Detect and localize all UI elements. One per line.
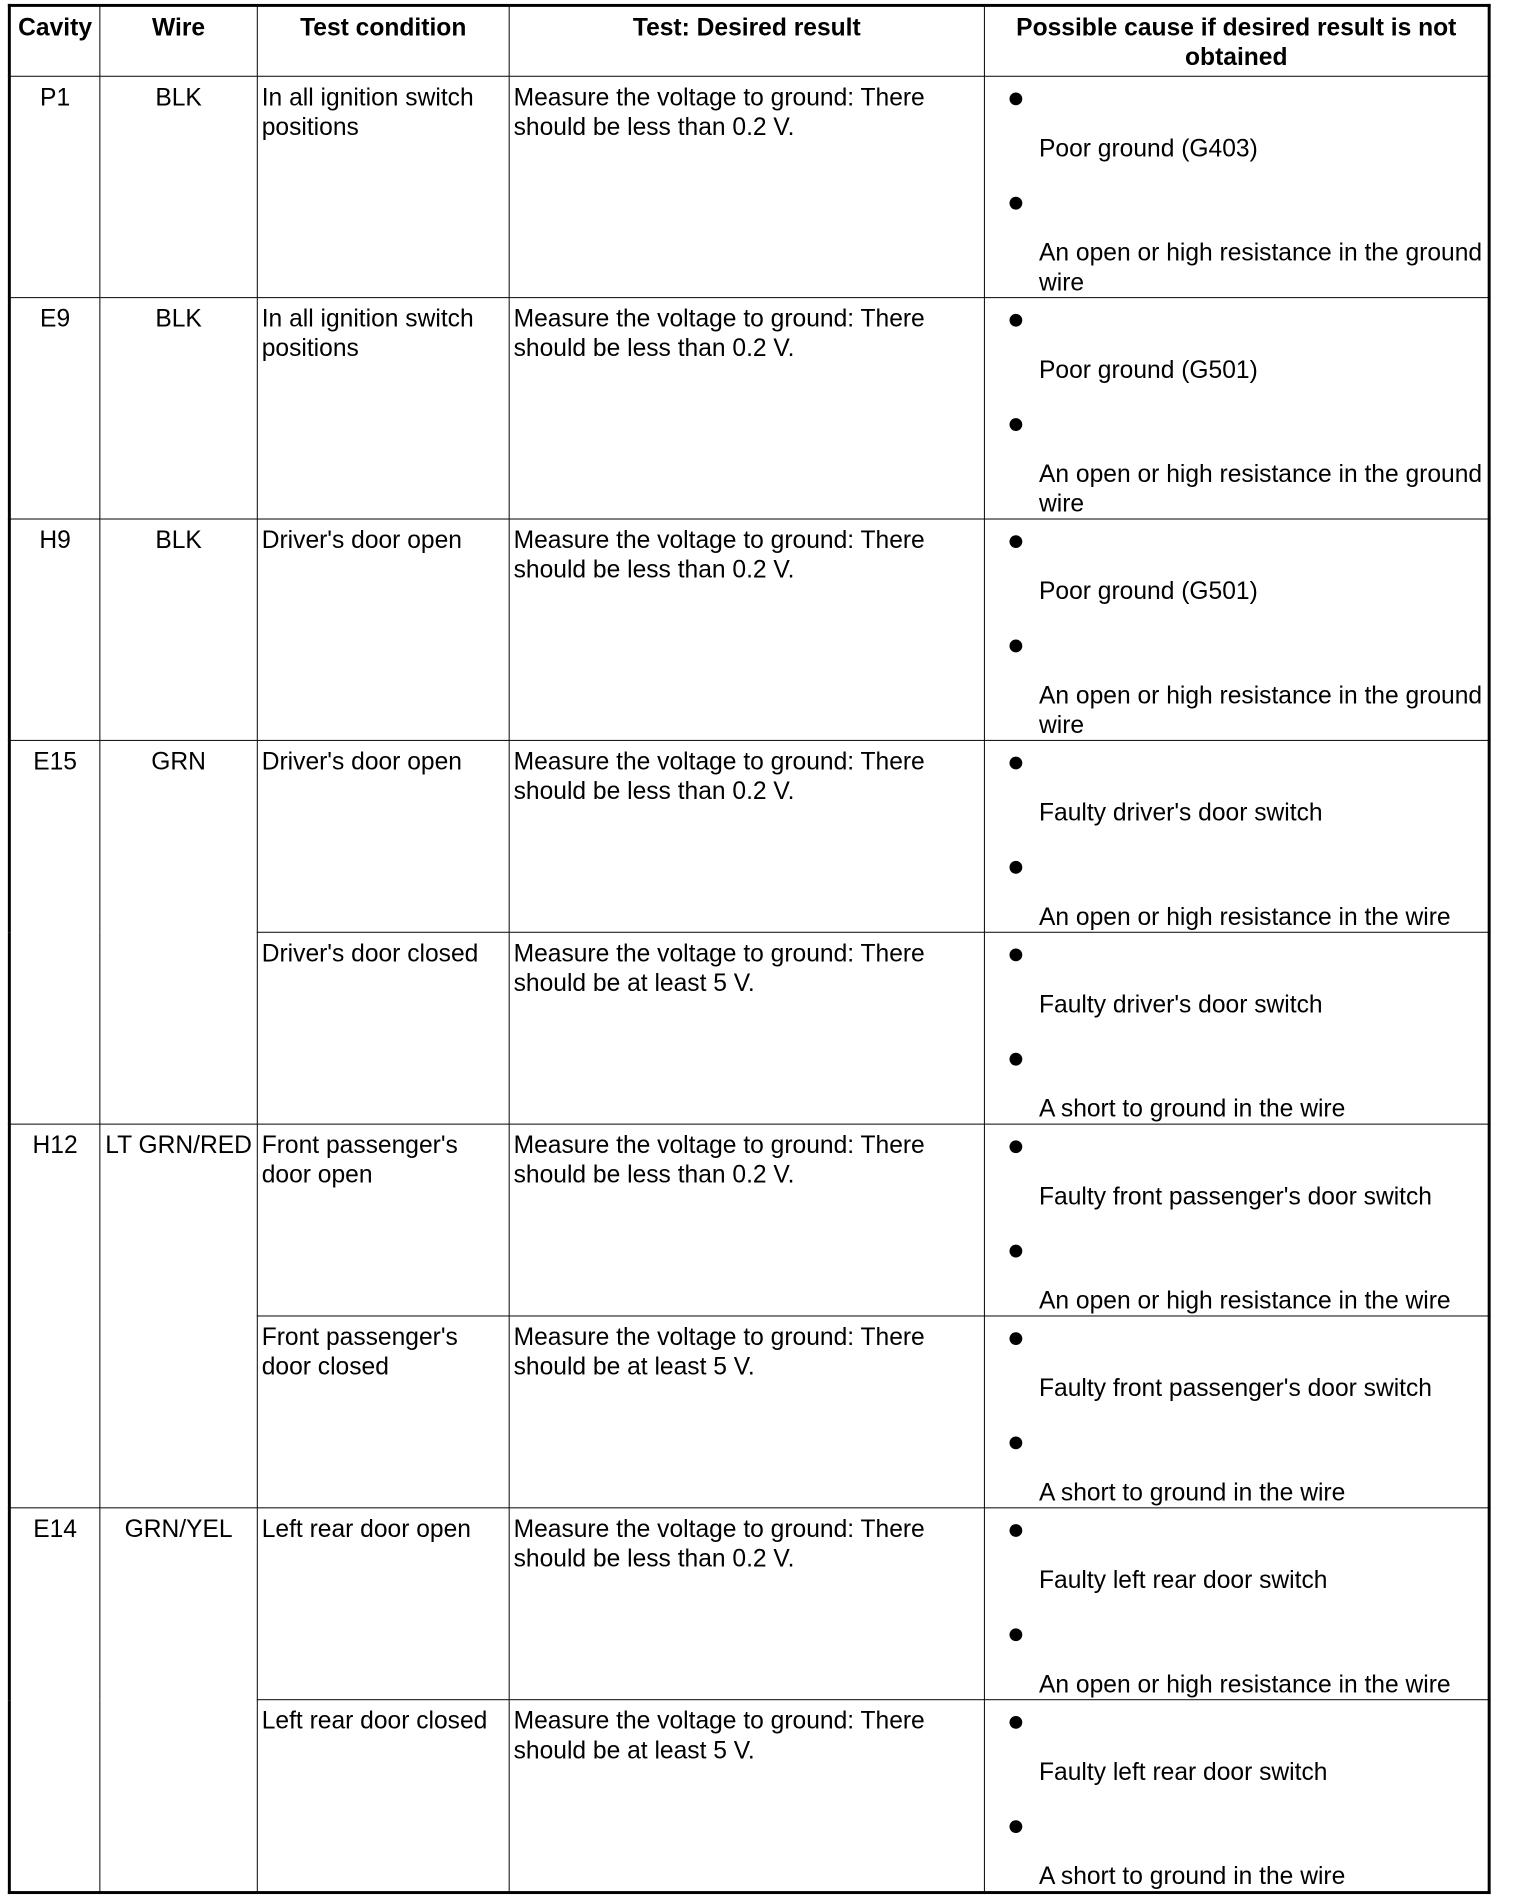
- test-condition-cell: In all ignition switch positions: [257, 76, 509, 297]
- cause-text: Faulty front passenger's door switch: [1039, 1182, 1432, 1211]
- table-row: [9, 76, 1489, 297]
- header-wire: Wire: [100, 5, 257, 76]
- cause-text: Faulty left rear door switch: [1039, 1566, 1328, 1594]
- cause-item: [989, 187, 1484, 297]
- bullet-icon: [1009, 757, 1022, 770]
- desired-result-cell: Measure the voltage to ground: There should be at least 5 V.: [509, 932, 984, 1124]
- desired-result-cell: Measure the voltage to ground: There should be less than 0.2 V.: [509, 740, 984, 932]
- cause-text: An open or high resistance in the wire: [1039, 1670, 1451, 1699]
- cause-item: [989, 1514, 1484, 1595]
- diagnostic-table: [8, 4, 1491, 1894]
- cause-text: A short to ground in the wire: [1039, 1862, 1346, 1891]
- test-condition-cell: Front passenger's door open: [257, 1124, 509, 1316]
- cause-text: An open or high resistance in the ground wire: [1039, 239, 1483, 297]
- header-row: [9, 5, 1489, 76]
- test-condition-cell: Driver's door open: [257, 519, 509, 740]
- cause-item: [989, 1427, 1484, 1508]
- cause-item: [989, 1322, 1484, 1403]
- cause-item: [989, 1619, 1484, 1700]
- cause-text: Poor ground (G501): [1039, 356, 1258, 384]
- possible-cause-cell: [984, 76, 1489, 297]
- cause-item: [989, 1810, 1484, 1891]
- cause-item: [989, 1706, 1484, 1787]
- cause-text: A short to ground in the wire: [1039, 1095, 1346, 1123]
- header-test-condition: Test condition: [257, 5, 509, 76]
- bullet-icon: [1009, 1437, 1022, 1450]
- possible-cause-cell: [984, 298, 1489, 519]
- cause-item: [989, 1043, 1484, 1124]
- bullet-icon: [1009, 948, 1022, 961]
- cause-item: [989, 1131, 1484, 1212]
- possible-cause-cell: [984, 1124, 1489, 1316]
- bullet-icon: [1009, 861, 1022, 874]
- cause-text: Faulty driver's door switch: [1039, 990, 1323, 1019]
- header-desired-result: Test: Desired result: [509, 5, 984, 76]
- cavity-cell: H12: [9, 1124, 100, 1508]
- cavity-cell: E15: [9, 740, 100, 1124]
- header-possible-cause: Possible cause if desired result is not obtained: [984, 5, 1489, 76]
- cause-item: [989, 747, 1484, 828]
- cavity-cell: E9: [9, 298, 100, 519]
- cause-item: [989, 851, 1484, 932]
- bullet-icon: [1009, 92, 1022, 105]
- cause-item: [989, 304, 1484, 385]
- bullet-icon: [1009, 1820, 1022, 1833]
- test-condition-cell: Front passenger's door closed: [257, 1316, 509, 1508]
- desired-result-cell: Measure the voltage to ground: There should be less than 0.2 V.: [509, 76, 984, 297]
- bullet-icon: [1009, 640, 1022, 653]
- bullet-icon: [1009, 535, 1022, 548]
- bullet-icon: [1009, 1524, 1022, 1537]
- cause-text: An open or high resistance in the wire: [1039, 1286, 1451, 1315]
- cause-item: [989, 630, 1484, 740]
- wire-cell: GRN/YEL: [100, 1508, 257, 1893]
- wire-cell: LT GRN/RED: [100, 1124, 257, 1508]
- possible-cause-cell: [984, 740, 1489, 932]
- test-condition-cell: Left rear door open: [257, 1508, 509, 1700]
- table-row: [9, 1124, 1489, 1316]
- cause-text: A short to ground in the wire: [1039, 1478, 1346, 1507]
- cause-text: Faulty driver's door switch: [1039, 798, 1323, 827]
- test-condition-cell: Left rear door closed: [257, 1700, 509, 1893]
- possible-cause-cell: [984, 1316, 1489, 1508]
- test-condition-cell: Driver's door open: [257, 740, 509, 932]
- table-row: [9, 519, 1489, 740]
- cause-item: [989, 1235, 1484, 1316]
- cause-text: Faulty front passenger's door switch: [1039, 1374, 1432, 1403]
- wire-cell: BLK: [100, 298, 257, 519]
- desired-result-cell: Measure the voltage to ground: There should be at least 5 V.: [509, 1700, 984, 1893]
- cavity-cell: E14: [9, 1508, 100, 1893]
- wire-cell: BLK: [100, 76, 257, 297]
- wire-cell: BLK: [100, 519, 257, 740]
- test-condition-cell: In all ignition switch positions: [257, 298, 509, 519]
- possible-cause-cell: [984, 519, 1489, 740]
- desired-result-cell: Measure the voltage to ground: There should be less than 0.2 V.: [509, 519, 984, 740]
- cause-item: [989, 939, 1484, 1020]
- cause-text: Faulty left rear door switch: [1039, 1758, 1328, 1786]
- cause-item: [989, 83, 1484, 164]
- table-row: [9, 740, 1489, 932]
- bullet-icon: [1009, 418, 1022, 431]
- bullet-icon: [1009, 1628, 1022, 1641]
- cavity-cell: P1: [9, 76, 100, 297]
- cause-item: [989, 408, 1484, 518]
- test-condition-cell: Driver's door closed: [257, 932, 509, 1124]
- wire-cell: GRN: [100, 740, 257, 1124]
- cause-item: [989, 525, 1484, 606]
- bullet-icon: [1009, 197, 1022, 210]
- possible-cause-cell: [984, 1508, 1489, 1700]
- possible-cause-cell: [984, 932, 1489, 1124]
- cause-text: Poor ground (G403): [1039, 134, 1258, 163]
- desired-result-cell: Measure the voltage to ground: There should be less than 0.2 V.: [509, 1124, 984, 1316]
- bullet-icon: [1009, 1716, 1022, 1729]
- table-row: [9, 1508, 1489, 1700]
- cause-text: An open or high resistance in the wire: [1039, 903, 1451, 931]
- header-cavity: Cavity: [9, 5, 100, 76]
- desired-result-cell: Measure the voltage to ground: There should be less than 0.2 V.: [509, 298, 984, 519]
- bullet-icon: [1009, 1140, 1022, 1153]
- bullet-icon: [1009, 1332, 1022, 1345]
- desired-result-cell: Measure the voltage to ground: There should be less than 0.2 V.: [509, 1508, 984, 1700]
- cavity-cell: H9: [9, 519, 100, 740]
- bullet-icon: [1009, 1053, 1022, 1066]
- desired-result-cell: Measure the voltage to ground: There should be at least 5 V.: [509, 1316, 984, 1508]
- bullet-icon: [1009, 314, 1022, 327]
- bullet-icon: [1009, 1245, 1022, 1258]
- cause-text: An open or high resistance in the ground wire: [1039, 681, 1483, 739]
- table-row: [9, 298, 1489, 519]
- cause-text: Poor ground (G501): [1039, 577, 1258, 606]
- cause-text: An open or high resistance in the ground wire: [1039, 460, 1483, 518]
- possible-cause-cell: [984, 1700, 1489, 1893]
